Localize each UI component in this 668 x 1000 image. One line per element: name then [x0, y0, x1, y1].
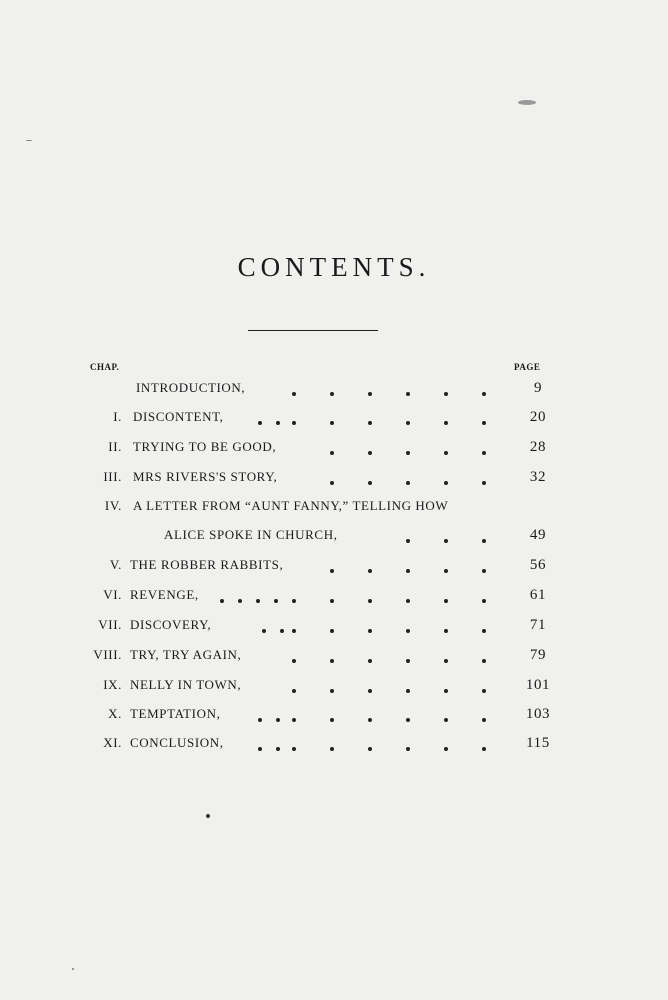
leader-dot	[368, 718, 372, 722]
page-number: 101	[525, 677, 551, 693]
leader-dot	[330, 569, 334, 573]
leader-dot	[330, 481, 334, 485]
toc-entry	[0, 469, 668, 493]
dot-leader	[0, 677, 668, 701]
toc-entry	[0, 557, 668, 581]
leader-dot	[330, 689, 334, 693]
page-number: 9	[533, 380, 543, 396]
dot-leader	[0, 647, 668, 671]
leader-dot	[330, 718, 334, 722]
chapter-number: X.	[108, 706, 122, 721]
leader-dot	[276, 718, 280, 722]
chapter-number: VII.	[98, 617, 122, 632]
chapter-title: REVENGE,	[130, 587, 199, 602]
leader-dot	[368, 599, 372, 603]
leader-dot	[444, 539, 448, 543]
chapter-number: VI.	[103, 587, 122, 602]
chapter-title: INTRODUCTION,	[136, 380, 246, 395]
chapter-title: THE ROBBER RABBITS,	[130, 557, 284, 572]
chapter-title: DISCOVERY,	[130, 617, 212, 632]
chapter-number: XI.	[103, 735, 122, 750]
toc-entry	[0, 439, 668, 463]
leader-dot	[330, 747, 334, 751]
toc-entry	[0, 735, 668, 759]
leader-dot	[406, 718, 410, 722]
leader-dot	[258, 747, 262, 751]
page-number: 28	[529, 439, 547, 455]
dot-leader	[0, 706, 668, 730]
page-column-header: PAGE	[514, 362, 541, 372]
page-number: 32	[529, 469, 547, 485]
leader-dot	[482, 747, 486, 751]
leader-dot	[444, 421, 448, 425]
dot-leader	[0, 469, 668, 493]
page-title: CONTENTS.	[237, 252, 431, 282]
chapter-number: IX.	[103, 677, 122, 692]
toc-entry	[0, 617, 668, 641]
leader-dot	[482, 481, 486, 485]
leader-dot	[444, 451, 448, 455]
leader-dot	[220, 599, 224, 603]
print-speck	[26, 140, 32, 141]
leader-dot	[368, 747, 372, 751]
leader-dot	[274, 599, 278, 603]
chapter-title: MRS RIVERS'S STORY,	[133, 469, 278, 484]
leader-dot	[406, 659, 410, 663]
leader-dot	[406, 451, 410, 455]
dot-leader	[0, 409, 668, 433]
print-speck	[72, 968, 74, 970]
dot-leader	[0, 557, 668, 581]
leader-dot	[444, 689, 448, 693]
leader-dot	[256, 599, 260, 603]
page-number: 79	[529, 647, 547, 663]
leader-dot	[292, 629, 296, 633]
dot-leader	[0, 439, 668, 463]
leader-dot	[406, 689, 410, 693]
page-number: 115	[526, 735, 550, 751]
leader-dot	[482, 689, 486, 693]
chapter-number: I.	[113, 409, 122, 424]
dot-leader	[0, 587, 668, 611]
leader-dot	[444, 747, 448, 751]
chapter-number: II.	[108, 439, 122, 454]
leader-dot	[258, 718, 262, 722]
leader-dot	[238, 599, 242, 603]
page-number: 71	[529, 617, 547, 633]
leader-dot	[406, 481, 410, 485]
page-number: 103	[525, 706, 551, 722]
leader-dot	[444, 599, 448, 603]
leader-dot	[368, 569, 372, 573]
chapter-title: ALICE SPOKE IN CHURCH,	[164, 527, 338, 542]
leader-dot	[258, 421, 262, 425]
page-number: 20	[529, 409, 547, 425]
toc-entry	[0, 527, 668, 551]
leader-dot	[292, 392, 296, 396]
leader-dot	[368, 689, 372, 693]
chapter-title: DISCONTENT,	[133, 409, 224, 424]
print-speck	[206, 814, 210, 818]
dot-leader	[0, 527, 668, 551]
title-rule	[248, 330, 378, 331]
leader-dot	[482, 599, 486, 603]
dot-leader	[0, 380, 668, 404]
leader-dot	[482, 659, 486, 663]
page-number: 61	[529, 587, 547, 603]
chapter-title: NELLY IN TOWN,	[130, 677, 242, 692]
leader-dot	[330, 451, 334, 455]
leader-dot	[482, 451, 486, 455]
leader-dot	[330, 392, 334, 396]
leader-dot	[406, 599, 410, 603]
leader-dot	[482, 629, 486, 633]
chapter-title: CONCLUSION,	[130, 735, 224, 750]
leader-dot	[330, 629, 334, 633]
leader-dot	[444, 392, 448, 396]
leader-dot	[406, 421, 410, 425]
leader-dot	[482, 539, 486, 543]
leader-dot	[368, 421, 372, 425]
leader-dot	[482, 569, 486, 573]
leader-dot	[276, 421, 280, 425]
leader-dot	[368, 392, 372, 396]
leader-dot	[292, 421, 296, 425]
chapter-title: TEMPTATION,	[130, 706, 221, 721]
toc-entry	[0, 380, 668, 404]
leader-dot	[262, 629, 266, 633]
leader-dot	[292, 659, 296, 663]
leader-dot	[406, 569, 410, 573]
leader-dot	[406, 392, 410, 396]
toc-entry	[0, 647, 668, 671]
chapter-title: TRYING TO BE GOOD,	[133, 439, 277, 454]
leader-dot	[482, 421, 486, 425]
leader-dot	[292, 747, 296, 751]
page-number: 49	[529, 527, 547, 543]
print-speck	[518, 100, 536, 105]
leader-dot	[406, 629, 410, 633]
toc-entry	[0, 498, 668, 522]
leader-dot	[368, 481, 372, 485]
leader-dot	[482, 718, 486, 722]
leader-dot	[292, 599, 296, 603]
leader-dot	[406, 539, 410, 543]
page-number: 56	[529, 557, 547, 573]
leader-dot	[368, 659, 372, 663]
leader-dot	[330, 659, 334, 663]
leader-dot	[368, 451, 372, 455]
leader-dot	[444, 481, 448, 485]
toc-entry	[0, 587, 668, 611]
dot-leader	[0, 735, 668, 759]
chapter-number: IV.	[104, 498, 122, 513]
chapter-number: III.	[103, 469, 122, 484]
toc-entry	[0, 409, 668, 433]
toc-entry	[0, 706, 668, 730]
leader-dot	[444, 659, 448, 663]
leader-dot	[276, 747, 280, 751]
leader-dot	[482, 392, 486, 396]
leader-dot	[280, 629, 284, 633]
leader-dot	[444, 569, 448, 573]
leader-dot	[444, 629, 448, 633]
chapter-number: V.	[109, 557, 122, 572]
chapter-title: TRY, TRY AGAIN,	[130, 647, 242, 662]
leader-dot	[330, 421, 334, 425]
leader-dot	[330, 599, 334, 603]
leader-dot	[292, 689, 296, 693]
chapter-number: VIII.	[93, 647, 122, 662]
leader-dot	[444, 718, 448, 722]
toc-entry	[0, 677, 668, 701]
dot-leader	[0, 617, 668, 641]
leader-dot	[292, 718, 296, 722]
leader-dot	[368, 629, 372, 633]
chapter-title: A LETTER FROM “AUNT FANNY,” TELLING HOW	[133, 498, 449, 513]
chapter-column-header: CHAP.	[90, 362, 120, 372]
leader-dot	[406, 747, 410, 751]
